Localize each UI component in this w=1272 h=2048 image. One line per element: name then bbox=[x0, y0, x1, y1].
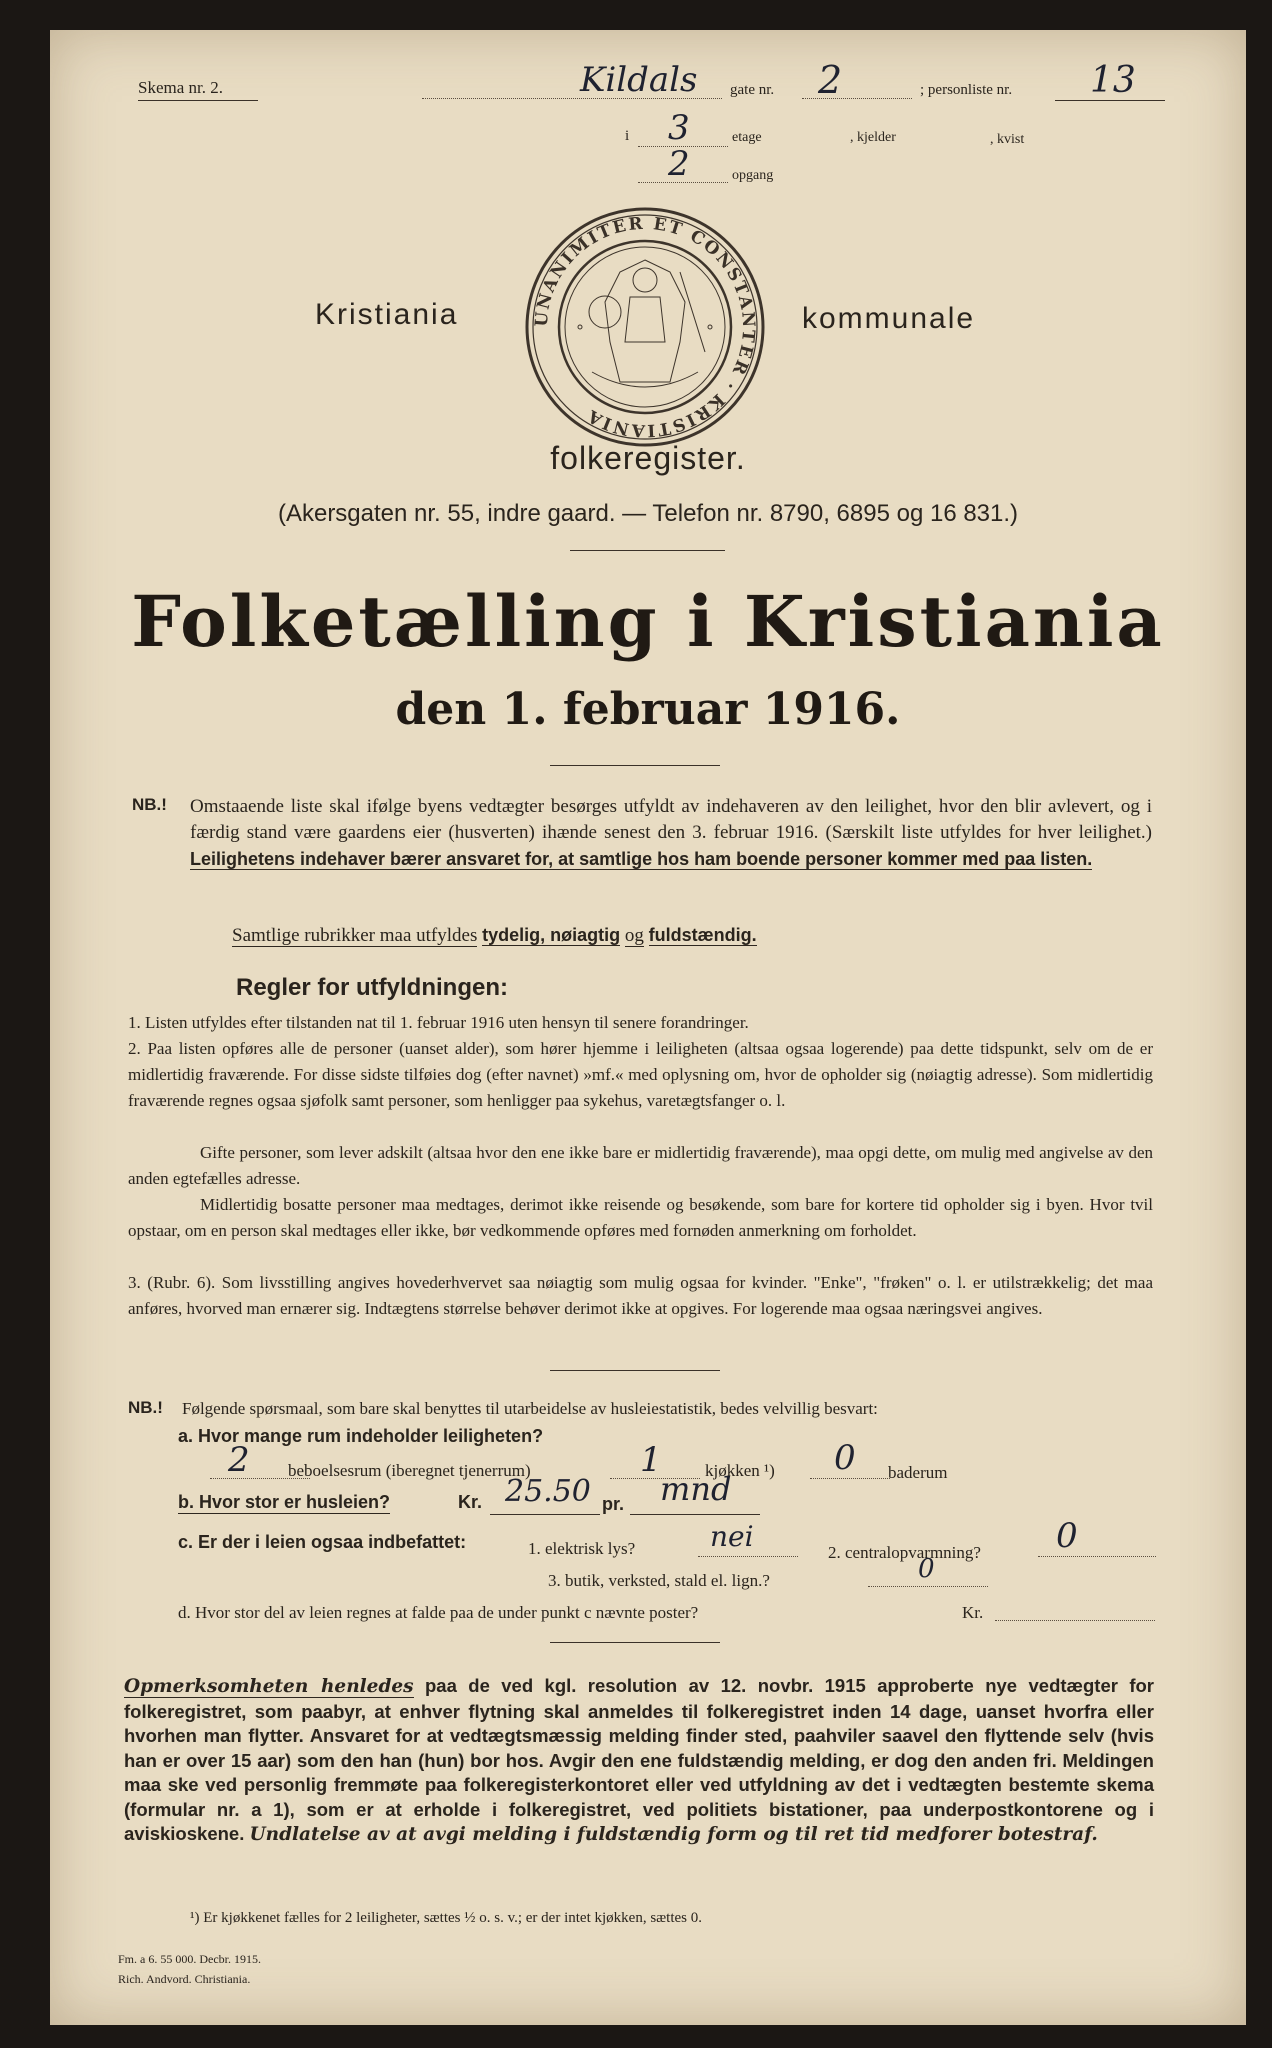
seal-ring-text: UNANIMITER ET CONSTANTER · KRISTIANIA bbox=[531, 213, 759, 441]
bath-line bbox=[810, 1478, 890, 1479]
kvist-label: , kvist bbox=[990, 132, 1025, 147]
nb1-line2-d: fuldstændig. bbox=[648, 925, 757, 945]
main-subtitle: den 1. februar 1916. bbox=[395, 684, 901, 735]
c3-handwriting: 0 bbox=[918, 1554, 935, 1584]
nb2-intro: Følgende spørsmaal, som bare skal benyttes til utarbeidelse av husleiestatistik, bedes velvillig besvart: bbox=[182, 1399, 878, 1418]
opgang-label: opgang bbox=[732, 168, 774, 183]
main-title: Folketælling i Kristiania bbox=[131, 580, 1165, 663]
rooms-label: beboelsesrum (iberegnet tjenerrum) bbox=[288, 1461, 531, 1480]
rule-1: 1. Listen utfyldes efter tilstanden nat til 1. februar 1916 uten hensyn til senere forandringer. bbox=[128, 1013, 749, 1032]
notice-closing: Undlatelse av at avgi melding i fuldstændig form og til ret tid medforer botestraf. bbox=[249, 1824, 1098, 1845]
nb1-line2 bbox=[232, 922, 757, 949]
etage-label: etage bbox=[732, 130, 762, 145]
d-line bbox=[995, 1620, 1155, 1621]
rent-amount-handwriting: 25.50 bbox=[505, 1474, 591, 1509]
rent-period-line bbox=[630, 1514, 760, 1515]
rooms-handwriting: 2 bbox=[228, 1440, 250, 1480]
c3-line bbox=[868, 1586, 988, 1587]
divider-2 bbox=[550, 765, 720, 766]
nb1-text: Omstaaende liste skal ifølge byens vedtægter besørges utfyldt av indehaveren av den leilighet, hvor den blir avlevert, og i færdig stand være gaardens eier (husverten) ihænde senest den 3. februar 1916. (Særskilt liste utfyldes for hver leilighet.) bbox=[190, 796, 1152, 843]
bath-handwriting: 0 bbox=[834, 1438, 856, 1478]
rent-amount-line bbox=[490, 1514, 600, 1515]
notice-text: paa de ved kgl. resolution av 12. novbr. 1915 approberte nye vedtægter for folkeregistret, som paabyr, at enhver flytning skal anmeldes til folkeregistret inden 14 dage, uanset hvorfra eller hvorhen man flytter. Ansvaret for at vedtægtsmæssig melding finder sted, paahviler saavel den flyttende selv (hvis han er over 15 aar) som den han (hun) bor hos. Avgir den ene fuldstændig melding, er dog den anden fri. Meldingen maa ske ved personlig fremmøte paa folkeregisterkontoret eller ved utfyldning av det i vedtægten bestemte skema (formular nr. a 1), som er at erholde i folkeregistret, ved politiets bistationer, paa underpostkontorene og i aviskioskene. bbox=[124, 1675, 1154, 1844]
kjelder-label: , kjelder bbox=[850, 130, 896, 145]
d-kr-label: Kr. bbox=[962, 1603, 984, 1622]
personliste-label: ; personliste nr. bbox=[920, 82, 1013, 98]
seal-left-text: Kristiania bbox=[315, 298, 459, 331]
kitchen-handwriting: 1 bbox=[640, 1440, 662, 1480]
street-handwriting: Kildals bbox=[580, 60, 698, 100]
i-label: i bbox=[625, 128, 630, 144]
rules-heading: Regler for utfyldningen: bbox=[236, 974, 508, 1001]
opgang-handwriting: 2 bbox=[668, 144, 690, 184]
footnote: ¹) Er kjøkkenet fælles for 2 leiligheter, sættes ½ o. s. v.; er der intet kjøkken, sættes 0. bbox=[190, 1910, 702, 1926]
personliste-handwriting: 13 bbox=[1090, 60, 1136, 101]
divider-1 bbox=[570, 550, 725, 551]
nb2-d-question: d. Hvor stor del av leien regnes at falde paa de under punkt c nævnte poster? bbox=[178, 1603, 699, 1622]
rule-2c: Midlertidig bosatte personer maa medtages, derimot ikke reisende og besøkende, som bare for kortere tid opholder sig i byen. Hvor tvil opstaar, om en person skal medtages eller ikke, bør vedkommende opføres med fornøden anmerkning om forholdet. bbox=[128, 1195, 1153, 1240]
rule-2a: 2. Paa listen opføres alle de personer (uanset alder), som hører hjemme i leiligheten (altsaa ogsaa logerende) paa dette tidspunkt, selv om de er midlertidig fraværende. For disse sidste tilføies dog (efter navnet) »mf.« med oplysning om, hvor de opholder sig (nøiagtig adresse). Som midlertidig fraværende regnes ogsaa sjøfolk samt personer, som henligger paa sykehus, varetægtsfanger o. l. bbox=[128, 1039, 1153, 1110]
etage-handwriting: 3 bbox=[668, 108, 690, 148]
rent-period-handwriting: mnd bbox=[660, 1470, 732, 1508]
schema-underline bbox=[138, 100, 258, 101]
imprint-line-2: Rich. Andvord. Christiania. bbox=[118, 1972, 251, 1986]
gate-label: gate nr. bbox=[730, 82, 775, 98]
c1-label: 1. elektrisk lys? bbox=[528, 1539, 636, 1558]
census-form-sheet bbox=[50, 30, 1246, 2025]
rule-2b: Gifte personer, som lever adskilt (altsaa hvor den ene ikke bare er midlertidig fraværende), maa opgi dette, om mulig med angivelse av den anden egtefælles adresse. bbox=[128, 1143, 1153, 1188]
c2-handwriting: 0 bbox=[1056, 1516, 1078, 1556]
schema-label: Skema nr. 2. bbox=[138, 78, 223, 97]
notice-lead: Opmerksomheten henledes bbox=[124, 1676, 414, 1697]
rent-kr-label: Kr. bbox=[458, 1492, 483, 1512]
seal-right-text: kommunale bbox=[802, 302, 976, 335]
nb2-a-question: a. Hvor mange rum indeholder leiligheten? bbox=[178, 1426, 544, 1446]
c1-line bbox=[698, 1556, 798, 1557]
office-address: (Akersgaten nr. 55, indre gaard. — Telefon nr. 8790, 6895 og 16 831.) bbox=[277, 500, 1019, 527]
nb1-line2-a: Samtlige rubrikker maa utfyldes bbox=[232, 925, 478, 946]
nb2-c-question: c. Er der i leien ogsaa indbefattet: bbox=[178, 1532, 467, 1552]
kitchen-label: kjøkken ¹) bbox=[705, 1461, 775, 1480]
c2-line bbox=[1038, 1556, 1156, 1557]
nb2-b-question: b. Hvor stor er husleien? bbox=[178, 1492, 391, 1512]
c2-label: 2. centralopvarmning? bbox=[828, 1543, 981, 1562]
nb1-line2-c: og bbox=[624, 925, 644, 946]
divider-4 bbox=[550, 1642, 720, 1643]
notice-paragraph bbox=[124, 1674, 1154, 1848]
nb1-bold-text: Leilighetens indehaver bærer ansvaret for, at samtlige hos ham boende personer kommer med paa listen. bbox=[190, 849, 1093, 869]
rent-pr-label: pr. bbox=[602, 1494, 625, 1514]
nb2-label: NB.! bbox=[128, 1398, 163, 1417]
c3-label: 3. butik, verksted, stald el. lign.? bbox=[548, 1571, 770, 1590]
gate-nr-handwriting: 2 bbox=[818, 58, 843, 102]
imprint-line-1: Fm. a 6. 55 000. Decbr. 1915. bbox=[118, 1952, 261, 1966]
seal-icon bbox=[520, 202, 770, 452]
kristiania-seal bbox=[520, 202, 770, 452]
divider-3 bbox=[550, 1370, 720, 1371]
bath-label: baderum bbox=[888, 1463, 948, 1482]
nb1-label: NB.! bbox=[132, 795, 167, 814]
nb1-paragraph bbox=[190, 794, 1152, 873]
office-name: folkeregister. bbox=[550, 440, 746, 476]
c1-handwriting: nei bbox=[710, 1520, 754, 1553]
nb1-line2-b: tydelig, nøiagtig bbox=[482, 925, 621, 945]
rule-3: 3. (Rubr. 6). Som livsstilling angives hovederhvervet saa nøiagtig som mulig ogsaa for kvinder. "Enke", "frøken" o. l. er utilstrækkelig; det maa anføres, hvorved man ernærer sig. Indtægtens størrelse behøver derimot ikke at opgives. For logerende maa ogsaa næringsvei angives. bbox=[128, 1273, 1153, 1318]
